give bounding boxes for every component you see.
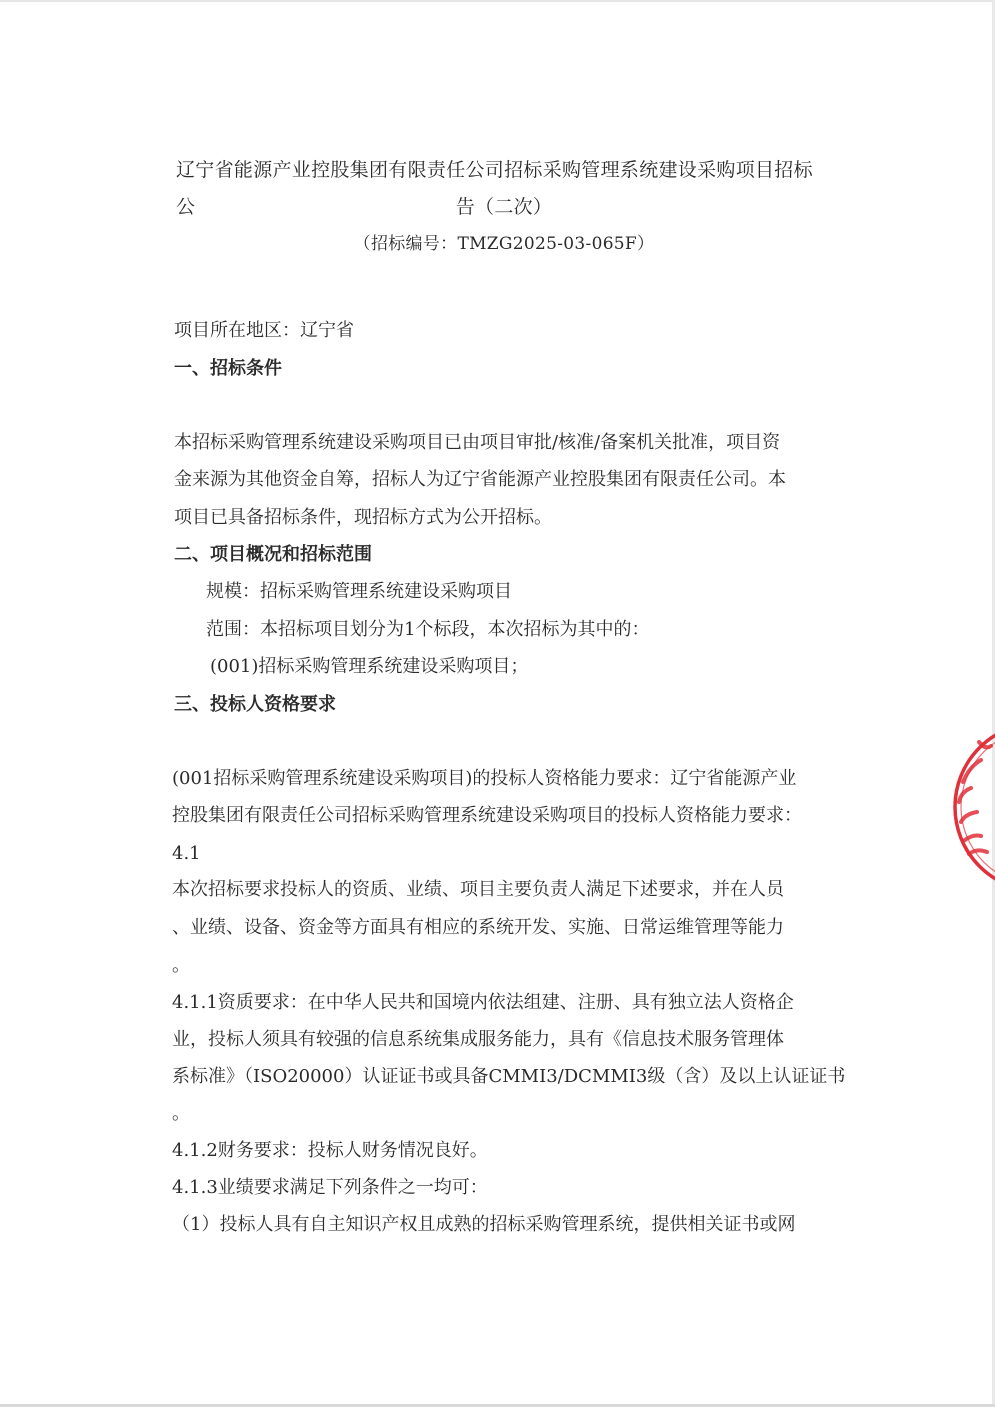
section-3-line-10: 。: [172, 1103, 190, 1124]
title-line-1: 辽宁省能源产业控股集团有限责任公司招标采购管理系统建设采购项目招标公: [176, 159, 813, 218]
section-3-line-9: 系标准》（ISO20000）认证证书或具备CMMI3/DCMMI3级（含）及以上认证证书: [172, 1066, 846, 1087]
section-2-heading: 二、项目概况和招标范围: [174, 544, 372, 565]
section-2-lot: (001)招标采购管理系统建设采购项目；: [210, 656, 529, 677]
scan-edge-top: [0, 0, 995, 2]
section-3-line-12: 4.1.3业绩要求满足下列条件之一均可：: [172, 1177, 488, 1198]
section-1-para-line-3: 项目已具备招标条件，现招标方式为公开招标。: [174, 507, 552, 528]
section-3-line-8: 业，投标人须具有较强的信息系统集成服务能力，具有《信息技术服务管理体: [172, 1029, 784, 1050]
section-1-para-line-2: 金来源为其他资金自筹，招标人为辽宁省能源产业控股集团有限责任公司。本: [174, 469, 786, 490]
tender-code: （招标编号：TMZG2025-03-065F）: [353, 234, 655, 254]
project-region: 项目所在地区：辽宁省: [174, 320, 354, 341]
section-3-line-1: (001招标采购管理系统建设采购项目)的投标人资格能力要求：辽宁省能源产业: [172, 768, 797, 789]
title-line-2: 告（二次）: [455, 196, 553, 218]
section-3-heading: 三、投标人资格要求: [174, 694, 336, 715]
section-1-para-line-1: 本招标采购管理系统建设采购项目已由项目审批/核准/备案机关批准，项目资: [174, 432, 781, 453]
section-3-line-2: 控股集团有限责任公司招标采购管理系统建设采购项目的投标人资格能力要求：: [172, 805, 802, 826]
section-3-line-11: 4.1.2财务要求：投标人财务情况良好。: [172, 1140, 488, 1161]
section-2-scale: 规模：招标采购管理系统建设采购项目: [206, 581, 512, 602]
section-3-line-3: 4.1: [172, 843, 201, 864]
section-3-line-4: 本次招标要求投标人的资质、业绩、项目主要负责人满足下述要求，并在人员: [172, 879, 784, 900]
section-1-heading: 一、招标条件: [174, 358, 282, 379]
section-3-line-13: （1）投标人具有自主知识产权且成熟的招标采购管理系统，提供相关证书或网: [172, 1214, 796, 1235]
section-3-line-7: 4.1.1资质要求：在中华人民共和国境内依法组建、注册、具有独立法人资格企: [172, 992, 794, 1013]
section-3-line-6: 。: [172, 955, 190, 976]
red-seal-stamp: [951, 722, 995, 892]
section-2-scope: 范围：本招标项目划分为1个标段，本次招标为其中的：: [206, 619, 650, 640]
section-3-line-5: 、业绩、设备、资金等方面具有相应的系统开发、实施、日常运维管理等能力: [172, 917, 784, 938]
